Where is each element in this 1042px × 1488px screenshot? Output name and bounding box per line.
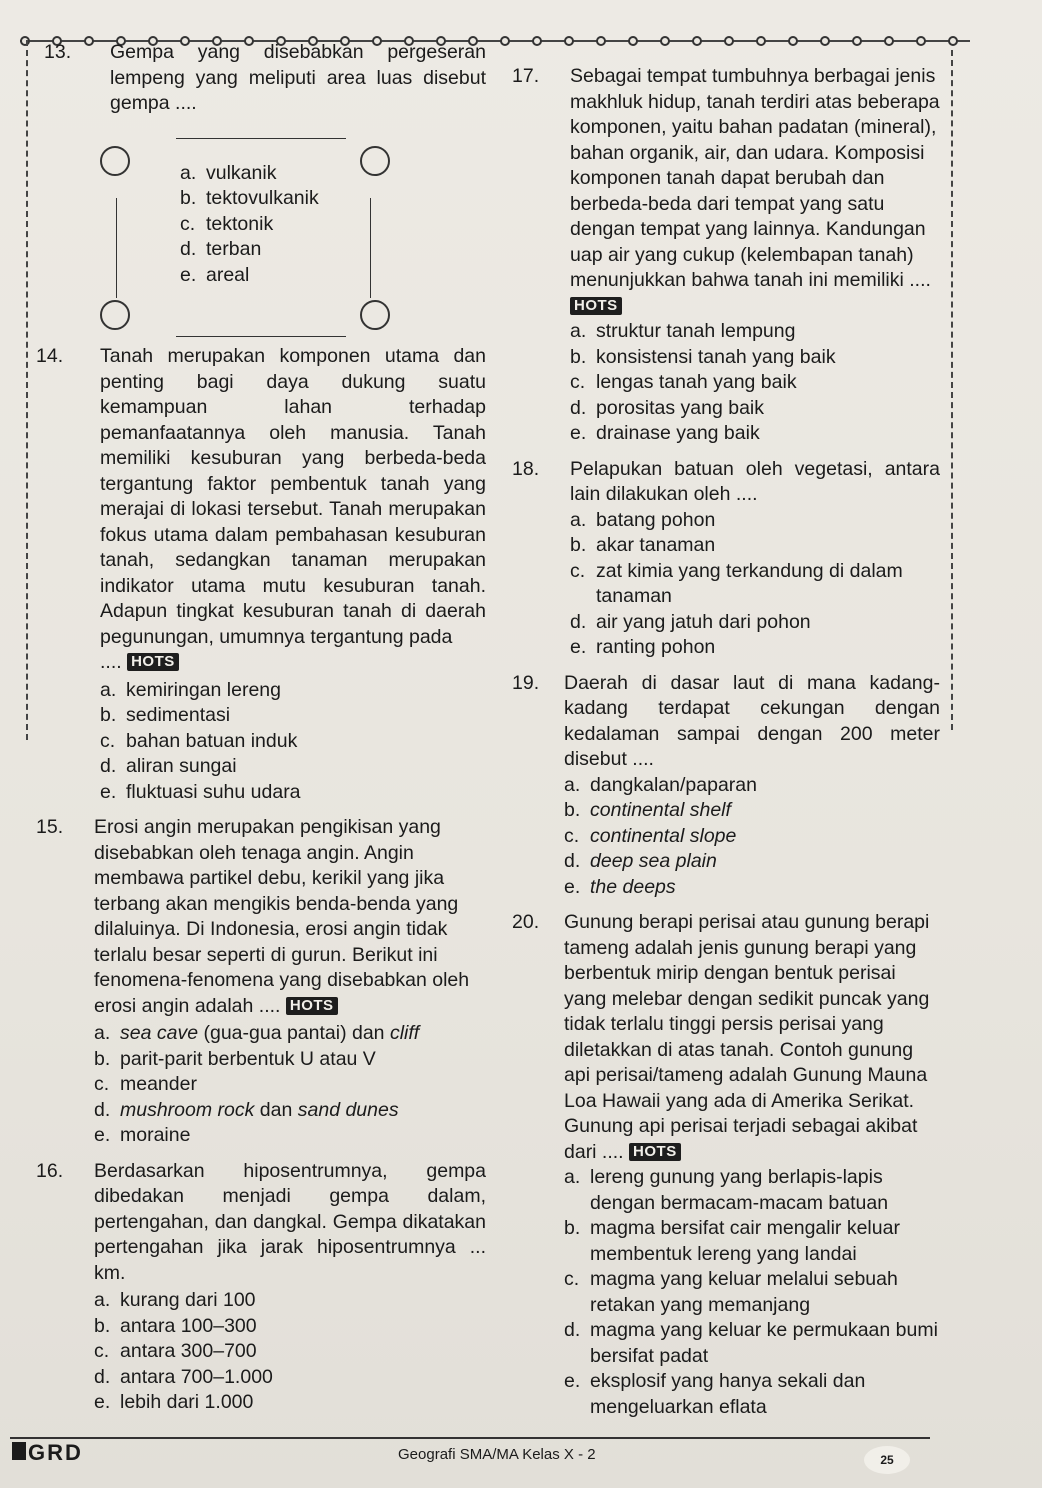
chain-border-left [26, 40, 36, 740]
option-e[interactable]: e. the deeps [564, 875, 676, 898]
brand-logo: GRD [28, 1440, 83, 1465]
option-d[interactable]: d. deep sea plain [564, 850, 717, 872]
chain-link-icon [692, 36, 702, 46]
option-a[interactable]: a. vulkanik [180, 161, 277, 184]
chain-link-icon [596, 36, 606, 46]
option-c[interactable]: c. magma yang keluar melalui sebuah retakan yang memanjang [564, 1268, 898, 1316]
question-number: 16. [36, 1159, 64, 1182]
option-c[interactable]: c. tektonik [180, 212, 274, 235]
option-e[interactable]: e. drainase yang baik [570, 422, 760, 444]
hots-badge: HOTS [127, 653, 179, 671]
option-e[interactable]: e. areal [180, 263, 250, 286]
option-a[interactable]: a. kemiringan lereng [100, 678, 282, 701]
chain-link-icon [916, 36, 926, 46]
option-e[interactable]: e. moraine [94, 1124, 191, 1146]
question-text: Pelapukan batuan oleh vegetasi, antara lain dilakukan oleh .... [570, 457, 940, 505]
option-d[interactable]: d. antara 700–1.000 [94, 1365, 273, 1388]
option-a[interactable]: a. kurang dari 100 [94, 1289, 256, 1311]
chain-link-icon [500, 36, 510, 46]
option-e[interactable]: e. fluktuasi suhu udara [100, 780, 301, 803]
chain-link-icon [788, 36, 798, 46]
option-b[interactable]: b. magma bersifat cair mengalir keluar membentuk lereng yang landai [564, 1217, 900, 1265]
right-column [512, 64, 940, 1420]
option-d[interactable]: d. magma yang keluar ke permukaan bumi bersifat padat [564, 1319, 938, 1367]
book-title: Geografi SMA/MA Kelas X - 2 [398, 1446, 596, 1463]
question-16 [36, 1159, 486, 1416]
chain-border-right [951, 50, 961, 730]
left-column [36, 40, 486, 1416]
option-b[interactable]: b. continental shelf [564, 799, 731, 821]
question-13 [44, 40, 486, 288]
question-18 [512, 457, 940, 661]
option-c[interactable]: c. antara 300–700 [94, 1340, 257, 1362]
option-d[interactable]: d. porositas yang baik [570, 396, 765, 419]
option-e[interactable]: e. ranting pohon [570, 636, 716, 658]
question-text: Tanah merupakan komponen utama dan penting bagi daya dukung suatu kemampuan lahan terhadap pemanfaatannya oleh manusia. Tanah memiliki kesuburan yang berbeda-beda tergantung faktor pembentuk tanah yang merajai di lokasi tersebut. Tanah merupakan fokus utama dalam pembahasan kesuburan tanah, sedangkan tanaman merupakan indikator utama mutu kesuburan tanah. Adapun tingkat kesuburan tanah di daerah pegunungan, umumnya tergantung pada [100, 345, 486, 648]
option-a[interactable]: a. struktur tanah lempung [570, 320, 796, 342]
question-number: 14. [36, 345, 64, 367]
option-b[interactable]: b. antara 100–300 [94, 1314, 257, 1337]
option-d[interactable]: d. air yang jatuh dari pohon [570, 610, 811, 633]
chain-link-icon [564, 36, 574, 46]
hots-badge: HOTS [629, 1143, 681, 1161]
option-c[interactable]: c. zat kimia yang terkandung di dalam tanaman [570, 559, 903, 607]
option-b[interactable]: b. akar tanaman [570, 534, 716, 556]
chain-link-icon [820, 36, 830, 46]
option-b[interactable]: b. konsistensi tanah yang baik [570, 345, 836, 368]
chain-link-icon [628, 36, 638, 46]
question-text: Sebagai tempat tumbuhnya berbagai jenis makhluk hidup, tanah terdiri atas beberapa komponen, yaitu bahan padatan (mineral), bahan organik, air, dan udara. Komposisi komponen tanah dapat berubah dan berbeda-beda dari tempat yang satu dengan tempat yang lainnya. Kandungan uap air yang cukup (kelembapan tanah) menunjukkan bahwa tanah ini memiliki .... [570, 65, 940, 291]
chain-link-icon [660, 36, 670, 46]
hots-badge: HOTS [286, 997, 338, 1015]
option-c[interactable]: c. meander [94, 1073, 197, 1095]
brand-mark-icon [12, 1442, 26, 1460]
question-text: Gunung berapi perisai atau gunung berapi tameng adalah jenis gunung berapi yang berbentuk mirip dengan bentuk perisai yang melebar dengan sedikit puncak yang tidak terlalu tinggi persis perisai yang diletakkan di atas tanah. Contoh gunung api perisai/tameng adalah Gunung Mauna Loa Hawaii yang ada di Amerika Serikat. Gunung api perisai terjadi sebagai akibat dari .... [564, 911, 930, 1163]
option-d[interactable]: d. aliran sungai [100, 755, 237, 777]
option-b[interactable]: b. parit-parit berbentuk U atau V [94, 1047, 376, 1070]
option-a[interactable]: a. dangkalan/paparan [564, 773, 757, 796]
option-c[interactable]: c. bahan batuan induk [100, 729, 298, 752]
option-d[interactable]: d. mushroom rock dan sand dunes [94, 1098, 399, 1121]
chain-link-icon [852, 36, 862, 46]
question-15 [36, 815, 486, 1149]
option-d[interactable]: d. terban [180, 238, 262, 260]
question-text: Erosi angin merupakan pengikisan yang disebabkan oleh tenaga angin. Angin membawa partikel debu, kerikil yang jika terbang akan mengikis benda-benda yang dilaluinya. Di Indonesia, erosi angin tidak terlalu besar seperti di gurun. Berikut ini fenomena-fenomena yang disebabkan oleh erosi angin adalah .... [94, 816, 470, 1017]
question-text: Gempa yang disebabkan pergeseran lempeng yang meliputi area luas disebut gempa .... [110, 41, 486, 114]
question-text: Berdasarkan hiposentrumnya, gempa dibedakan menjadi gempa dalam, pertengahan, dan dangkal. Gempa dikatakan pertengahan jika jarak hiposentrumnya ... km. [94, 1159, 486, 1284]
option-e[interactable]: e. eksplosif yang hanya sekali dan mengeluarkan eflata [564, 1370, 866, 1418]
question-number: 15. [36, 816, 64, 838]
question-number: 18. [512, 457, 540, 480]
question-number: 13. [44, 41, 72, 63]
question-19 [512, 671, 940, 901]
option-c[interactable]: c. continental slope [564, 824, 737, 847]
option-e[interactable]: e. lebih dari 1.000 [94, 1391, 254, 1413]
question-number: 19. [512, 671, 540, 694]
question-17 [512, 64, 940, 447]
option-a[interactable]: a. batang pohon [570, 508, 716, 531]
option-b[interactable]: b. tektovulkanik [180, 187, 319, 209]
chain-link-icon [532, 36, 542, 46]
option-a[interactable]: a. sea cave (gua-gua pantai) dan cliff [94, 1022, 420, 1044]
question-14: 14. Tanah merupakan komponen utama dan penting bagi daya dukung suatu kemampuan lahan terhadap pemanfaatannya oleh manusia. Tanah memiliki kesuburan yang berbeda-beda tergantung faktor pembentuk tanah yang merajai di lokasi tersebut. Tanah merupakan fokus utama dalam pembahasan kesuburan tanah, sedangkan tanaman merupakan indikator utama mutu kesuburan tanah. Adapun tingkat kesuburan tanah di daerah pegunungan, umumnya tergantung pada .... HOTS a. kemiringan lereng b. sedimentasi c. bahan batuan induk d. aliran sungai e. fluktuasi suhu udara [36, 344, 486, 805]
option-a[interactable]: a. lereng gunung yang berlapis-lapis dengan bermacam-macam batuan [564, 1166, 889, 1214]
question-number: 17. [512, 65, 540, 87]
question-text: Daerah di dasar laut di mana kadang-kadang terdapat cekungan dengan kedalaman sampai dengan 200 meter disebut .... [564, 671, 940, 770]
chain-link-icon [724, 36, 734, 46]
option-c[interactable]: c. lengas tanah yang baik [570, 371, 797, 393]
hots-badge: HOTS [570, 297, 622, 315]
page-number: 25 [864, 1446, 910, 1474]
chain-link-icon [948, 36, 958, 46]
option-b[interactable]: b. sedimentasi [100, 704, 231, 726]
chain-link-icon [756, 36, 766, 46]
chain-link-icon [884, 36, 894, 46]
question-20 [512, 910, 940, 1420]
question-number: 20. [512, 911, 540, 933]
